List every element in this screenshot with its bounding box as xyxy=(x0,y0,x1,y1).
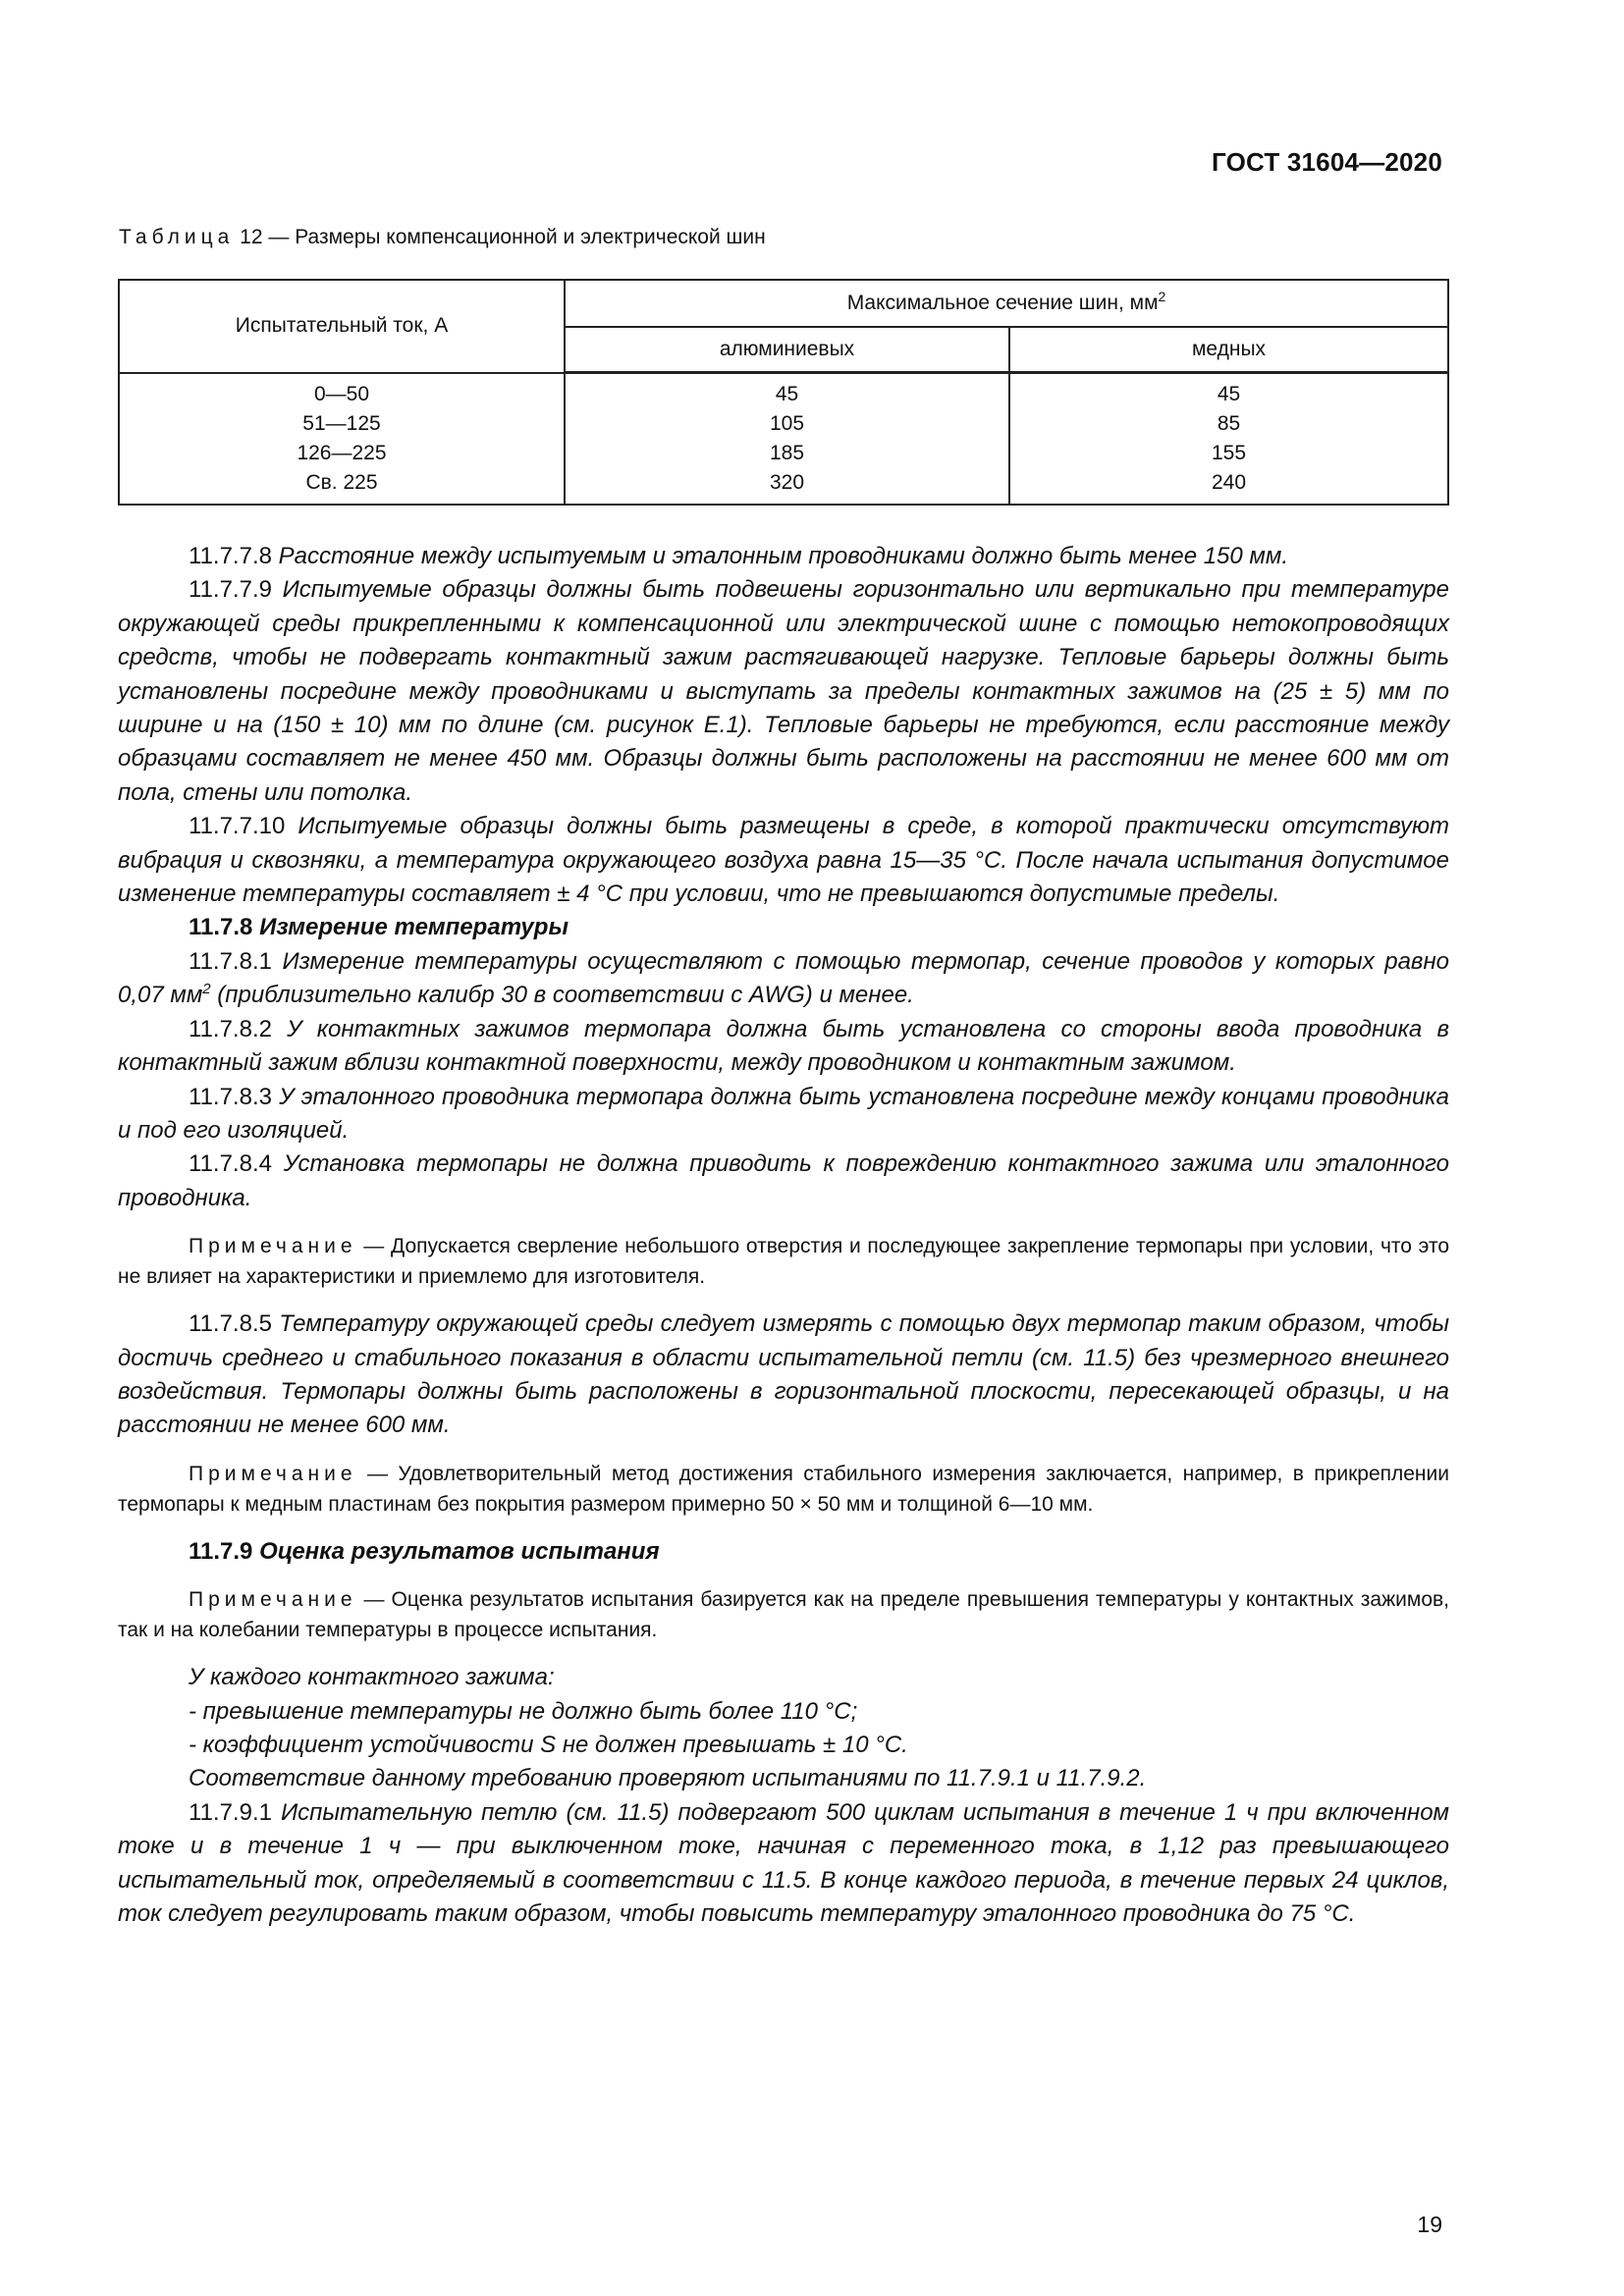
heading-number: 11.7.9 xyxy=(189,1537,260,1565)
requirements-intro: У каждого контактного зажима: xyxy=(189,1664,555,1691)
note-text: — Оценка результатов испытания базируется как на пределе превышения температуры у контактных зажимов, так и на колебании температуры в процессе испытания. xyxy=(118,1588,1449,1642)
clause-text: Температуру окружающей среды следует измерять с помощью двух термопар таким образом, чтобы достичь среднего и стабильного показания в области испытательной петли (см. 11.5) без чрезмерного внешнего воздействия. Термопары должны быть расположены в горизонтальной плоскости, пересекающей образцы, и на расстоянии не менее 600 мм. xyxy=(118,1310,1449,1439)
cell-copper: 155 xyxy=(1211,442,1247,464)
cell-copper: 240 xyxy=(1211,471,1247,494)
clause-number: 11.7.8.4 xyxy=(189,1150,284,1178)
section-heading-11-7-8 xyxy=(118,911,1449,944)
clause-text: У эталонного проводника термопара должна быть установлена посредине между концами проводника и под его изоляцией. xyxy=(118,1083,1449,1144)
requirement-item: - превышение температуры не должно быть более 110 °С; xyxy=(189,1697,858,1725)
header-max-section xyxy=(565,280,1448,327)
clause-11-7-8-2 xyxy=(118,1013,1449,1081)
table-caption-label: Таблица xyxy=(119,226,235,248)
clause-text: У контактных зажимов термопара должна быть установлена со стороны ввода проводника в контактный зажим вблизи контактной поверхности, между проводником и контактным зажимом. xyxy=(118,1015,1449,1077)
note-3 xyxy=(118,1584,1449,1645)
clause-number: 11.7.7.9 xyxy=(189,576,283,604)
cell-copper: 85 xyxy=(1217,412,1241,435)
clause-11-7-7-8 xyxy=(118,540,1449,573)
clause-number: 11.7.7.8 xyxy=(189,543,279,569)
clause-number: 11.7.8.1 xyxy=(189,947,283,975)
table-caption xyxy=(119,226,766,249)
cell-aluminum: 45 xyxy=(775,383,799,405)
header-aluminum: алюминиевых xyxy=(565,327,1009,373)
clause-text: Расстояние между испытуемым и эталонным проводниками должно быть менее 150 мм. xyxy=(278,543,1288,569)
clause-number: 11.7.9.1 xyxy=(189,1798,281,1826)
clause-text: Испытуемые образцы должны быть подвешены горизонтально или вертикально при температуре окружающей среды прикрепленными к компенсационной или электрической шине с помощью нетокопроводящих средств, чтобы не подвергать контактный зажим растягивающей нагрузке. Тепловые барьеры должны быть установлены посредине между проводниками и выступать за пределы контактных зажимов на (25 ± 5) мм по ширине и на (150 ± 10) мм по длине (см. рисунок Е.1). Тепловые барьеры не требуются, если расстояние между образцами составляет не менее 450 мм. Образцы должны быть расположены на расстоянии не менее 600 мм от пола, стены или потолка. xyxy=(118,576,1449,806)
clause-text: Измерение температуры осуществляют с помощью термопар, сечение проводов у которых равно 0,07 мм xyxy=(118,947,1449,1009)
note-2 xyxy=(118,1459,1449,1520)
dimensions-table xyxy=(118,279,1449,506)
compliance-check: Соответствие данному требованию проверяют испытаниями по 11.7.9.1 и 11.7.9.2. xyxy=(189,1765,1147,1792)
heading-number: 11.7.8 xyxy=(189,914,260,941)
clause-text: Установка термопары не должна приводить к повреждению контактного зажима или эталонного проводника. xyxy=(118,1150,1449,1211)
heading-text: Оценка результатов испытания xyxy=(259,1537,660,1565)
clause-text: (приблизительно калибр 30 в соответствии с AWG) и менее. xyxy=(210,982,914,1009)
note-text: — Допускается сверление небольшого отверстия и последующее закрепление термопары при условии, что это не влияет на характеристики и приемлемо для изготовителя. xyxy=(118,1235,1449,1289)
cell-copper: 45 xyxy=(1217,383,1241,405)
cell-current: 0—50 xyxy=(313,382,370,405)
note-label: Примечание xyxy=(189,1588,357,1612)
body-text xyxy=(118,540,1449,1931)
requirement-item: - коэффициент устойчивости S не должен превышать ± 10 °С. xyxy=(189,1731,908,1758)
clause-number: 11.7.7.10 xyxy=(189,813,298,840)
clause-11-7-8-5 xyxy=(118,1308,1449,1443)
clause-11-7-8-1 xyxy=(118,945,1449,1013)
header-test-current: Испытательный ток, А xyxy=(119,280,565,373)
note-1 xyxy=(118,1231,1449,1292)
aluminum-values xyxy=(565,373,1009,506)
clause-number: 11.7.8.5 xyxy=(189,1310,280,1338)
note-label: Примечание xyxy=(189,1462,357,1485)
clause-11-7-7-10 xyxy=(118,810,1449,911)
clause-11-7-7-9 xyxy=(118,573,1449,810)
clause-text: Испытуемые образцы должны быть размещены в среде, в которой практически отсутствуют вибрация и сквозняки, а температура окружающего воздуха равна 15—35 °С. После начала испытания допустимое изменение температуры составляет ± 4 °С при условии, что не превышаются допустимые пределы. xyxy=(118,813,1450,908)
standard-designation: ГОСТ 31604—2020 xyxy=(1212,147,1442,177)
clause-superscript: 2 xyxy=(202,981,211,998)
cell-current: 51—125 xyxy=(302,411,381,435)
cell-current: Св. 225 xyxy=(305,470,378,494)
note-label: Примечание xyxy=(189,1235,357,1258)
clause-11-7-9-1 xyxy=(118,1796,1449,1932)
clause-text: Испытательную петлю (см. 11.5) подвергают 500 циклам испытания в течение 1 ч при включенном токе и в течение 1 ч — при выключенном токе, начиная с переменного тока, в 1,12 раз превышающего испытательный ток, определяемый в соответствии с 11.5. В конце каждого периода, в течение первых 24 циклов, ток следует регулировать таким образом, чтобы повысить температуру эталонного проводника до 75 °С. xyxy=(118,1798,1449,1927)
cell-aluminum: 185 xyxy=(769,442,805,464)
clause-11-7-8-4 xyxy=(118,1148,1449,1215)
clause-number: 11.7.8.3 xyxy=(189,1083,280,1110)
cell-current: 126—225 xyxy=(297,441,387,464)
header-copper: медных xyxy=(1009,327,1448,373)
header-max-section-label: Максимальное сечение шин, мм xyxy=(846,292,1159,314)
heading-text: Измерение температуры xyxy=(259,914,568,941)
cell-aluminum: 320 xyxy=(769,471,805,494)
current-values xyxy=(119,373,565,506)
clause-number: 11.7.8.2 xyxy=(189,1015,288,1042)
copper-values xyxy=(1009,373,1448,506)
page-number: 19 xyxy=(1417,2212,1442,2237)
section-heading-11-7-9 xyxy=(118,1535,1449,1569)
cell-aluminum: 105 xyxy=(769,412,805,435)
clause-11-7-8-3 xyxy=(118,1081,1449,1148)
table-row xyxy=(119,373,1448,506)
note-text: — Удовлетворительный метод достижения стабильного измерения заключается, например, в прикреплении термопары к медным пластинам без покрытия размером примерно 50 × 50 мм и толщиной 6—10 мм. xyxy=(118,1462,1449,1516)
table-caption-text: 12 — Размеры компенсационной и электрической шин xyxy=(234,226,766,248)
header-max-section-sup: 2 xyxy=(1158,289,1166,304)
